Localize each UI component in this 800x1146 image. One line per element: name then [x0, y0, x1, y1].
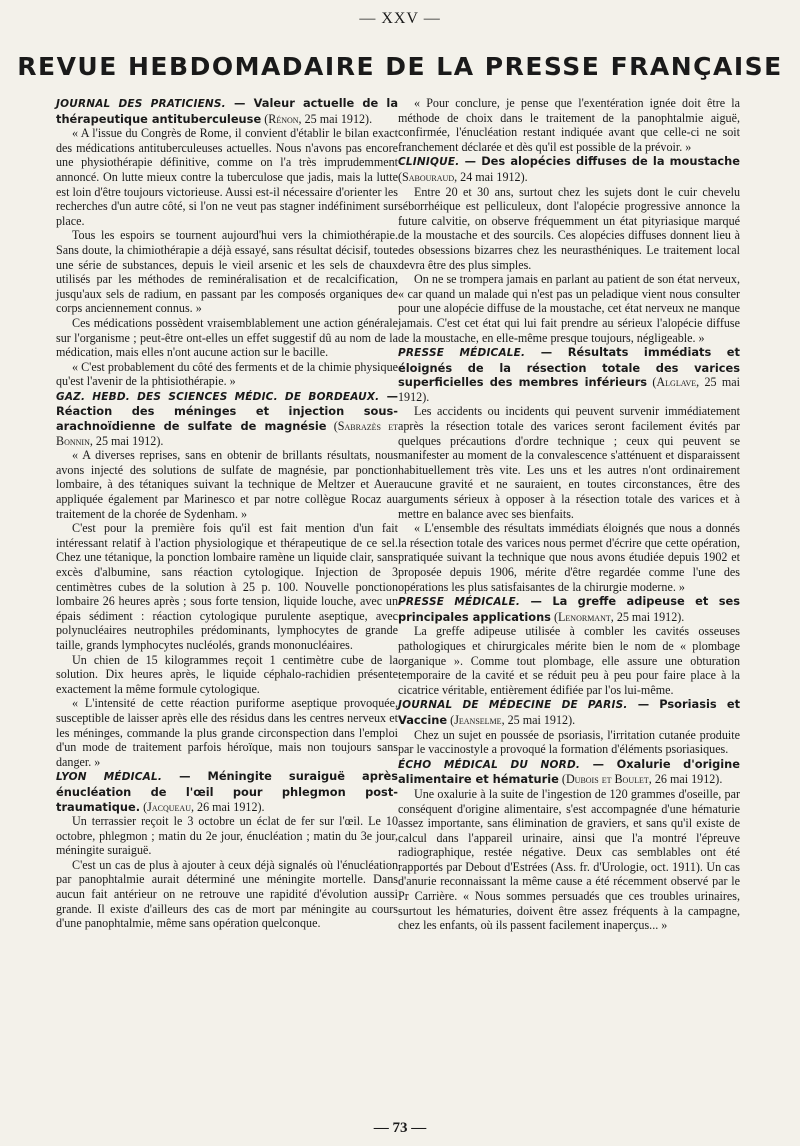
article-title: Oxalurie d'origine alimentaire et hématurie — [398, 756, 740, 787]
left-column — [56, 96, 398, 931]
article-author: Jeanselme — [454, 712, 502, 727]
article-paragraph: Entre 20 et 30 ans, surtout chez les sujets dont le cuir chevelu séborrhéique est pelliculeux, dont l'alopécie progressive annonce la future calvitie, on observe fréquemment un état pityriasique marqué de la moustache et des sourcils. Ces alopécies diffuses donnent lieu à des obsessions bizarres chez les neurasthéniques. Le traitement local devra être des plus simples. — [398, 184, 740, 272]
article-heading — [398, 154, 740, 184]
citation-open: ( — [550, 609, 559, 624]
article-paragraph: Ces médications possèdent vraisemblablement une action générale sur l'organisme ; peut-être ont-elles un effet suggestif dû au nom de la médication, mais elles n'ont aucune action sur le bacille. — [56, 315, 398, 360]
article-paragraph: « A l'issue du Congrès de Rome, il convient d'établir le bilan exact des médications antituberculeuses actuelles. Nous n'avons pas encore une physiothérapie définitive, comme on l'a très imprudemment annoncé. On lutte mieux contre la tuberculose que jadis, mais la lutte est loin d'être toujours victorieuse. Aussi est-il nécessaire d'orienter les recherches d'un autre côté, si l'on ne veut pas stagner indéfiniment sur place. — [56, 126, 398, 228]
source-journal: JOURNAL DES PRATICIENS. — [56, 98, 226, 110]
masthead-title: REVUE HEBDOMADAIRE DE LA PRESSE FRANÇAISE — [17, 52, 783, 81]
citation-open: ( — [447, 712, 455, 727]
article-paragraph: « L'intensité de cette réaction puriforme aseptique provoquée, susceptible de laisser après elle des résidus dans les centres nerveux et les méninges, commande la plus grande circonspection dans l'emploi d'un mode de traitement parfois héroïque, mais non toujours sans danger. » — [56, 696, 398, 769]
article-author: Dubois et Boulet — [565, 772, 649, 787]
source-journal: GAZ. HEBD. DES SCIENCES MÉDIC. DE BORDEAUX. — [56, 390, 380, 403]
article-title: Méningite suraiguë après énucléation de l'œil pour phlegmon post-traumatique. — [56, 769, 398, 814]
article-paragraph: C'est pour la première fois qu'il est fait mention d'un fait intéressant relatif à l'action physiologique et thérapeutique de ce sel. Chez une tétanique, la ponction lombaire ramène un liquide clair, sans excès d'albumine, sans réaction cytologique. Injection de 3 centimètres cubes de la solution à 25 p. 100. Nouvelle ponction lombaire 26 heures après ; sous forte tension, liquide louche, avec un épais sédiment : réaction cytologique purulente aseptique, avec polynucléaires neutrophiles prédominants, lymphocytes de grande taille, grands lymphocytes nucléolés, grands mononucléaires. — [56, 521, 398, 652]
citation-open: ( — [398, 169, 403, 184]
heading-separator: — — [459, 154, 482, 169]
article-heading — [398, 345, 740, 404]
source-journal: ÉCHO MÉDICAL DU NORD. — [398, 758, 581, 771]
citation-open: ( — [261, 111, 269, 126]
article-paragraph: C'est un cas de plus à ajouter à ceux déjà signalés où l'énucléation par panophtalmie aurait déterminé une méningite mortelle. Dans aucun fait antérieur on ne retrouve une rapidité d'évolution aussi grande. Il existe d'ailleurs des cas de mort par méningite au cours d'une panophtalmie, même sans opération quelconque. — [56, 857, 398, 931]
citation-date: , 25 mai 1912). — [89, 433, 164, 448]
citation-date: , 26 mai 1912). — [190, 799, 265, 814]
source-journal: JOURNAL DE MÉDECINE DE PARIS. — [398, 699, 628, 712]
article-title: Psoriasis et Vaccine — [398, 697, 741, 727]
citation-date: , 25 mai 1912). — [298, 111, 373, 126]
article-author: Alglave — [656, 375, 697, 390]
article-author: Lenormant — [558, 609, 611, 624]
citation-date: , 26 mai 1912). — [648, 772, 723, 787]
article-title: Résultats immédiats et éloignés de la résection totale des varices superficielles des membres inférieurs — [398, 345, 740, 390]
source-journal: LYON MÉDICAL. — [56, 771, 163, 784]
article-title: Des alopécies diffuses de la moustache — [481, 154, 740, 169]
article-paragraph: On ne se trompera jamais en parlant au patient de son état nerveux, « car quand un malade qui n'est pas un peladique vient nous consulter pour une alopécie diffuse de la moustache, cet état nerveux ne manque jamais. C'est cet état qui lui fait prendre au sérieux l'alopécie diffuse de la moustache, en elle-même presque toujours, négligeable. » — [398, 272, 740, 345]
heading-separator: — — [627, 697, 660, 712]
article-paragraph: La greffe adipeuse utilisée à combler les cavités osseuses pathologiques et chirurgicales mérite bien le nom de « plombage organique ». Comme tout plombage, elle assure une obturation temporaire de la cavité et se réduit peu à peu pour faire place à la cicatrice véritable, entièrement édifiée par l'os lui-même. — [398, 624, 740, 697]
citation-date: , 25 mai 1912). — [398, 375, 740, 404]
article-author: Sabouraud — [402, 169, 455, 184]
article-title: La greffe adipeuse et ses principales applications — [398, 594, 741, 624]
article-title: Réaction des méninges et injection sous-arachnoïdienne de sulfate de magnésie — [56, 404, 398, 434]
page-number-top: — XXV — — [359, 10, 441, 27]
heading-separator: — — [520, 594, 553, 609]
heading-separator: — — [580, 756, 617, 771]
citation-date: , 25 mai 1912). — [610, 609, 685, 624]
heading-separator: — — [379, 388, 398, 403]
article-heading — [398, 594, 740, 624]
article-paragraph: « C'est probablement du côté des ferments et de la chimie physique qu'est l'avenir de la phtisiothérapie. » — [56, 359, 398, 389]
article-title: Valeur actuelle de la thérapeutique antituberculeuse — [56, 96, 399, 126]
right-column — [398, 96, 740, 933]
article-author: Jacqueau — [147, 799, 191, 814]
citation-open: ( — [326, 419, 338, 434]
citation-open: ( — [647, 375, 657, 390]
heading-separator: — — [225, 96, 254, 110]
article-author: Sabrazès et Bonnin — [56, 419, 398, 448]
article-paragraph: Les accidents ou incidents qui peuvent survenir immédiatement après la résection totale des varices seront facilement évités par quelques précautions d'ordre technique ; ceux qui peuvent se manifester au moment de la convalescence s'atténuent et disparaissent habituellement très vite. Les uns et les autres n'ont ordinairement aucune gravité et ne sauraient, en toutes circonstances, être des arguments sérieux à opposer à la résection totale des varices et à mettre en balance avec ses bienfaits. — [398, 404, 740, 521]
article-heading — [56, 96, 398, 126]
citation-date: , 25 mai 1912). — [501, 712, 576, 727]
article-heading — [56, 769, 398, 814]
article-author: Rénon — [268, 111, 299, 126]
article-heading — [398, 757, 740, 787]
article-heading — [398, 697, 740, 727]
article-paragraph: Un chien de 15 kilogrammes reçoit 1 centimètre cube de la solution. Dix heures après, le liquide céphalo-rachidien présente exactement la même formule cytologique. — [56, 652, 398, 696]
citation-open: ( — [558, 772, 566, 787]
heading-separator: — — [162, 769, 208, 784]
article-paragraph: Tous les espoirs se tournent aujourd'hui vers la chimiothérapie. Sans doute, la chimiothérapie a déjà essayé, sans résultat décisif, toute une série de substances, depuis le vieil arsenic et les sels de chaux utilisés par les méthodes de reminéralisation et de recalcification, jusqu'aux sels de radium, en passant par les composés organiques de corps anciennement connus. » — [56, 228, 398, 316]
article-paragraph: « Pour conclure, je pense que l'exentération ignée doit être la méthode de choix dans le traitement de la panophtalmie aiguë, confirmée, l'énucléation restant indiquée avant que celle-ci ne soit franchement déclarée et dès qu'il est possible de la prévoir. » — [398, 96, 740, 154]
citation-open: ( — [140, 799, 148, 814]
citation-date: , 24 mai 1912). — [454, 169, 528, 184]
heading-separator: — — [525, 345, 568, 360]
source-journal: PRESSE MÉDICALE. — [398, 596, 521, 609]
source-journal: CLINIQUE. — [398, 156, 460, 169]
article-paragraph: Une oxalurie à la suite de l'ingestion de 120 grammes d'oseille, par conséquent d'origine alimentaire, s'est accompagnée d'une hématurie assez importante, sans élimination de graviers, et sans qu'il existe de calcul dans l'appareil urinaire, ainsi que l'a montré l'épreuve radiographique, restée négative. Deux cas semblables ont été rapportés par Debout d'Estrées (Ass. fr. d'Urologie, oct. 1911). Un cas d'anurie reconnaissant la même cause a été récemment observé par le Pr Carrière. « Nous sommes persuadés que ces troubles urinaires, surtout les hématuries, doivent être assez fréquents à la campagne, chez les enfants, où ils passent facilement inaperçus... » — [398, 786, 740, 933]
article-paragraph: Un terrassier reçoit le 3 octobre un éclat de fer sur l'œil. Le 10 octobre, phlegmon ; matin du 2e jour, énucléation ; matin du 3e jour, méningite suraiguë. — [56, 814, 398, 858]
article-paragraph: « L'ensemble des résultats immédiats éloignés que nous a donnés la résection totale des varices nous permet d'écrire que cette opération, pratiquée suivant la technique que nous avons étudiée depuis 1902 et proposée depuis 1906, mérite d'être regardée comme l'une des opérations les plus satisfaisantes de la chirurgie moderne. » — [398, 521, 740, 594]
article-paragraph: Chez un sujet en poussée de psoriasis, l'irritation cutanée produite par le vaccinostyle a provoqué la formation d'éléments psoriasiques. — [398, 727, 740, 757]
source-journal: PRESSE MÉDICALE. — [398, 347, 526, 360]
page-number-bottom: — 73 — — [373, 1120, 427, 1136]
article-paragraph: « A diverses reprises, sans en obtenir de brillants résultats, nous avons injecté des solutions de sulfate de magnésie, par ponction lombaire, à des tétaniques suivant la technique de Meltzer et Auer appliquée également par Marinesco et par notre collègue Rocaz au traitement de la chorée de Sydenham. » — [56, 448, 398, 521]
article-heading — [56, 389, 398, 448]
